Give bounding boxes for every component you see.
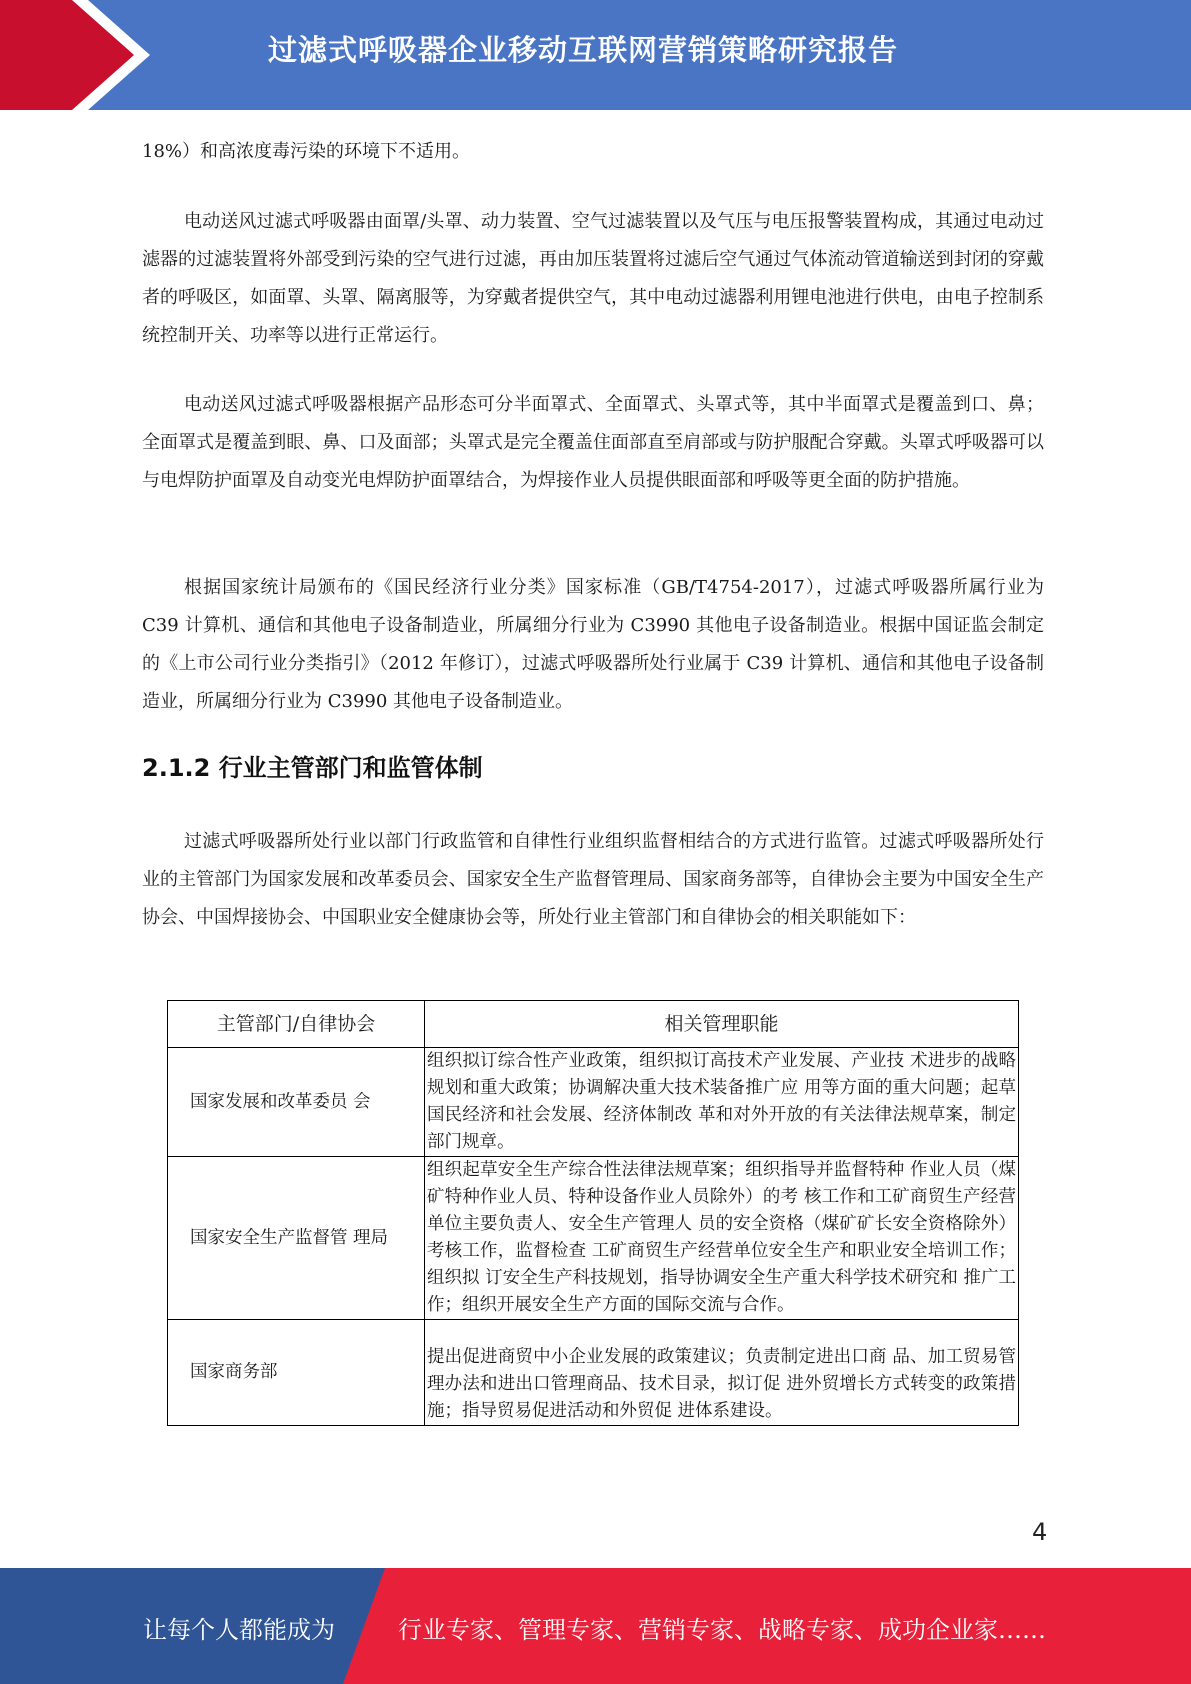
paragraph-continuation: 18%）和高浓度毒污染的环境下不适用。 (142, 141, 471, 162)
section-heading: 2.1.2 行业主管部门和监管体制 (142, 754, 483, 782)
paragraph-powered-respirator-structure: 电动送风过滤式呼吸器由面罩/头罩、动力装置、空气过滤装置以及气压与电压报警装置构成，其通过电动过滤器的过滤装置将外部受到污染的空气进行过滤，再由加压装置将过滤后空气通过气体流动管道输送到封闭的穿戴者的呼吸区，如面罩、头罩、隔离服等，为穿戴者提供空气，其中电动过滤器利用锂电池进行供电，由电子控制系统控制开关、功率等以进行正常运行。 (142, 211, 1044, 346)
header-title: 过滤式呼吸器企业移动互联网营销策略研究报告 (268, 33, 899, 67)
paragraph-regulatory-overview: 过滤式呼吸器所处行业以部门行政监管和自律性行业组织监督相结合的方式进行监管。过滤式呼吸器所处行业的主管部门为国家发展和改革委员会、国家安全生产监督管理局、国家商务部等，自律协会主要为中国安全生产协会、中国焊接协会、中国职业安全健康协会等，所处行业主管部门和自律协会的相关职能如下： (142, 831, 1044, 928)
regulator-duties-table (167, 1000, 1019, 1426)
footer-slogan-left: 让每个人都能成为 (143, 1616, 335, 1644)
table-row (168, 1320, 1019, 1426)
table-cell-department: 国家发展和改革委员 会 (168, 1048, 425, 1157)
paragraph-respirator-types: 电动送风过滤式呼吸器根据产品形态可分半面罩式、全面罩式、头罩式等，其中半面罩式是覆盖到口、鼻；全面罩式是覆盖到眼、鼻、口及面部；头罩式是完全覆盖住面部直至肩部或与防护服配合穿戴。头罩式呼吸器可以与电焊防护面罩及自动变光电焊防护面罩结合，为焊接作业人员提供眼面部和呼吸等更全面的防护措施。 (142, 394, 1044, 491)
table-header-department: 主管部门/自律协会 (168, 1001, 425, 1048)
page-number: 4 (1032, 1518, 1048, 1546)
table-row (168, 1157, 1019, 1320)
page-footer (0, 1568, 1191, 1684)
paragraph-industry-classification: 根据国家统计局颁布的《国民经济行业分类》国家标准（GB/T4754-2017），过滤式呼吸器所属行业为 C39 计算机、通信和其他电子设备制造业，所属细分行业为 C3990 其他电子设备制造业。根据中国证监会制定的《上市公司行业分类指引》（2012 年修订），过滤式呼吸器所处行业属于 C39 计算机、通信和其他电子设备制造业，所属细分行业为 C3990 其他电子设备制造业。 (142, 577, 1044, 712)
table-cell-duties: 提出促进商贸中小企业发展的政策建议；负责制定进出口商 品、加工贸易管理办法和进出口管理商品、技术目录，拟订促 进外贸增长方式转变的政策措施；指导贸易促进活动和外贸促 进体系建设。 (425, 1320, 1019, 1426)
table-cell-department: 国家商务部 (168, 1320, 425, 1426)
table-header-row (168, 1001, 1019, 1048)
table-cell-duties: 组织起草安全生产综合性法律法规草案；组织指导并监督特种 作业人员（煤矿特种作业人员、特种设备作业人员除外）的考 核工作和工矿商贸生产经营单位主要负责人、安全生产管理人 员的安全资格（煤矿矿长安全资格除外）考核工作，监督检查 工矿商贸生产经营单位安全生产和职业安全培训工作；组织拟 订安全生产科技规划，指导协调安全生产重大科学技术研究和 推广工作；组织开展安全生产方面的国际交流与合作。 (425, 1157, 1019, 1320)
table-row (168, 1048, 1019, 1157)
page-header (0, 0, 1191, 110)
table-cell-duties: 组织拟订综合性产业政策，组织拟订高技术产业发展、产业技 术进步的战略规划和重大政策；协调解决重大技术装备推广应 用等方面的重大问题；起草国民经济和社会发展、经济体制改 革和对外开放的有关法律法规草案，制定部门规章。 (425, 1048, 1019, 1157)
footer-slogan-right: 行业专家、管理专家、营销专家、战略专家、成功企业家…… (398, 1616, 1046, 1644)
table-header-duties: 相关管理职能 (425, 1001, 1019, 1048)
header-arrow-red (0, 0, 134, 110)
table-cell-department: 国家安全生产监督管 理局 (168, 1157, 425, 1320)
